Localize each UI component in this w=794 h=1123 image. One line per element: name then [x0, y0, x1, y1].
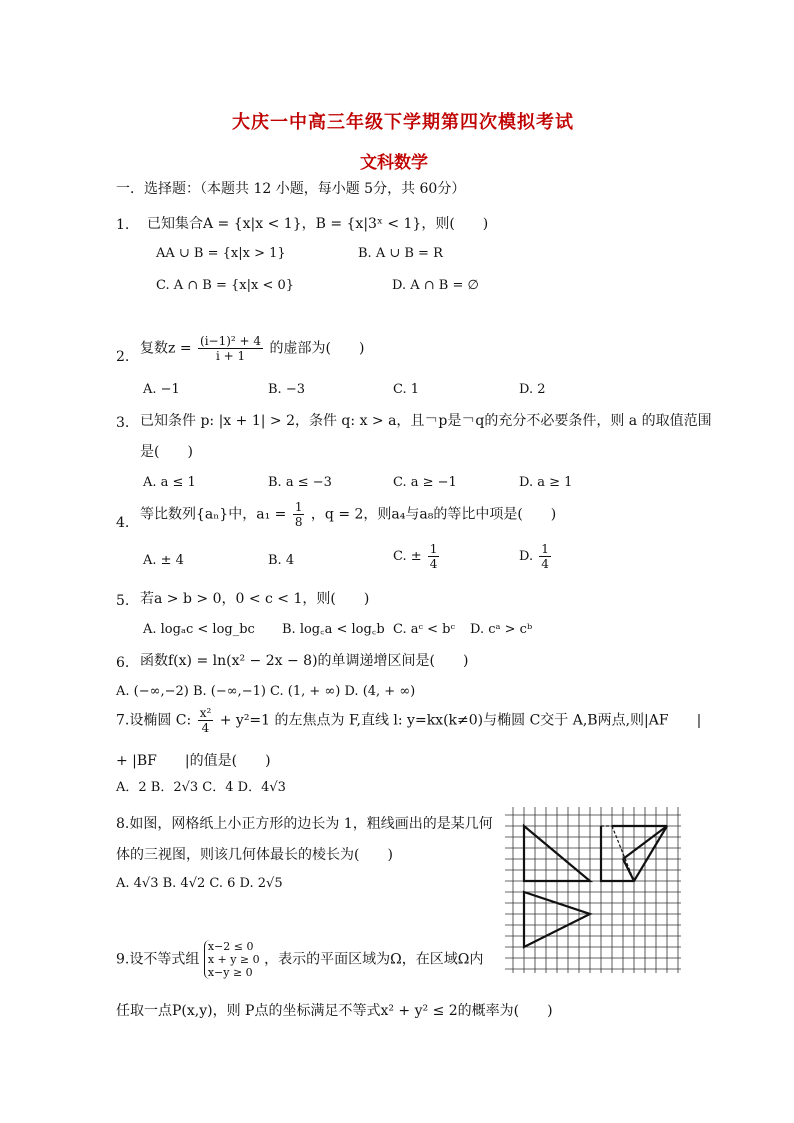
- q6-number: 6.: [116, 655, 130, 671]
- q7-pre: 7.设椭圆 C:: [116, 712, 192, 729]
- q5-option-b: B. log꜀a < log꜀b: [282, 622, 385, 637]
- q7-stem-line2: + |BF |的值是( ): [116, 753, 271, 769]
- q2-number: 2.: [116, 349, 130, 365]
- q8-options: A. 4√3 B. 4√2 C. 6 D. 2√5: [116, 876, 283, 891]
- q8-stem-line2: 体的三视图，则该几何体最长的棱长为( ): [116, 847, 393, 863]
- section-heading: 一．选择题：（本题共 12 小题，每小题 5分，共 60分）: [116, 181, 466, 197]
- q2-fraction: [198, 334, 263, 363]
- q1-stem: 已知集合A = {x|x < 1}，B = {x|3ˣ < 1}，则( ): [147, 216, 489, 232]
- q3-option-d: D. a ≥ 1: [519, 475, 573, 490]
- q9-ineq-1: x−2 ≤ 0: [207, 940, 254, 953]
- q4-option-c: [393, 542, 441, 571]
- q1-option-d: D. A ∩ B = ∅: [392, 278, 479, 293]
- q2-post: 的虚部为( ): [269, 340, 365, 357]
- q5-number: 5.: [116, 593, 130, 609]
- q1-option-a: AA ∪ B = {x|x > 1}: [156, 246, 286, 261]
- q4-d-den: 4: [541, 557, 549, 571]
- q4-d-fraction: [539, 542, 551, 571]
- q5-option-d: D. cᵃ > cᵇ: [470, 622, 533, 637]
- q4-pre: 等比数列{aₙ}中，a₁ =: [140, 506, 287, 523]
- q3-option-c: C. a ≥ −1: [393, 475, 457, 490]
- q7-post: + y²=1 的左焦点为 F,直线 l: y=kx(k≠0)与椭圆 C交于 A,B两点,则|AF |: [219, 712, 702, 729]
- q2-stem: [140, 334, 364, 363]
- q5-stem: 若a > b > 0，0 < c < 1，则( ): [140, 591, 370, 607]
- q3-number: 3.: [116, 415, 130, 431]
- q4-c-num: 1: [429, 542, 438, 556]
- q4-c-fraction: [428, 542, 440, 571]
- q4-d-num: 1: [541, 542, 549, 556]
- q4-d-pre: D.: [519, 549, 534, 564]
- q3-option-a: A. a ≤ 1: [143, 475, 196, 490]
- q7-frac-num: x²: [199, 706, 212, 720]
- q7-stem-line1: [116, 706, 701, 735]
- q4-option-a: A. ± 4: [143, 553, 184, 568]
- page-subtitle: 文科数学: [360, 153, 428, 173]
- q2-option-d: D. 2: [519, 382, 546, 397]
- three-view-grid: [503, 805, 683, 975]
- q5-option-c: C. aᶜ < bᶜ: [393, 622, 455, 637]
- q3-option-b: B. a ≤ −3: [268, 475, 332, 490]
- q8-stem-line1: 8.如图，网格纸上小正方形的边长为 1，粗线画出的是某几何: [116, 816, 493, 832]
- q9-stem-line2: 任取一点P(x,y)，则 P点的坐标满足不等式x² + y² ≤ 2的概率为( ): [116, 1003, 553, 1019]
- q1-option-b: B. A ∪ B = R: [358, 246, 443, 261]
- q9-ineq-3: x−y ≥ 0: [207, 966, 253, 979]
- q4-c-pre: C. ±: [393, 549, 422, 564]
- q4-frac-den: 8: [294, 515, 303, 529]
- q4-option-b: B. 4: [268, 553, 295, 568]
- q4-stem: [140, 500, 556, 529]
- q5-option-a: A. logₐc < log_bc: [143, 622, 255, 637]
- three-view-figure: [503, 805, 683, 975]
- q2-option-b: B. −3: [268, 382, 305, 397]
- q2-option-a: A. −1: [143, 382, 180, 397]
- q9-ineq-2: x + y ≥ 0: [207, 953, 260, 966]
- q2-frac-num: (i−1)² + 4: [200, 334, 262, 348]
- q9-pre: 9.设不等式组: [116, 951, 200, 968]
- q4-option-d: [519, 542, 553, 571]
- q9-stem-line1: [116, 940, 483, 979]
- q6-options: A. (−∞,−2) B. (−∞,−1) C. (1, + ∞) D. (4, + ∞): [116, 684, 416, 699]
- q1-number: 1.: [116, 217, 130, 233]
- q3-stem-line2: 是( ): [140, 444, 193, 460]
- q9-inequality-system: [204, 940, 260, 979]
- q7-frac-den: 4: [198, 720, 214, 735]
- page-title: 大庆一中高三年级下学期第四次模拟考试: [232, 112, 574, 133]
- q6-stem: 函数f(x) = ln(x² − 2x − 8)的单调递增区间是( ): [140, 653, 469, 669]
- q4-frac-num: 1: [294, 500, 303, 514]
- q7-fraction: [198, 706, 214, 735]
- q4-c-den: 4: [429, 557, 438, 571]
- q4-post: ，q = 2，则a₄与a₈的等比中项是( ): [310, 506, 557, 523]
- q2-option-c: C. 1: [393, 382, 420, 397]
- q4-number: 4.: [116, 515, 130, 531]
- q3-stem-line1: 已知条件 p: |x + 1| > 2，条件 q: x > a，且￢p是￢q的充分不必要条件，则 a 的取值范围: [140, 413, 712, 429]
- q9-post: ，表示的平面区域为Ω，在区域Ω内: [264, 951, 484, 968]
- q4-fraction: [293, 500, 305, 529]
- q1-option-c: C. A ∩ B = {x|x < 0}: [156, 278, 295, 293]
- q7-options: A．2 B．2√3 C．4 D．4√3: [116, 780, 286, 795]
- q2-frac-den: i + 1: [198, 348, 263, 363]
- q2-pre: 复数z =: [140, 340, 192, 357]
